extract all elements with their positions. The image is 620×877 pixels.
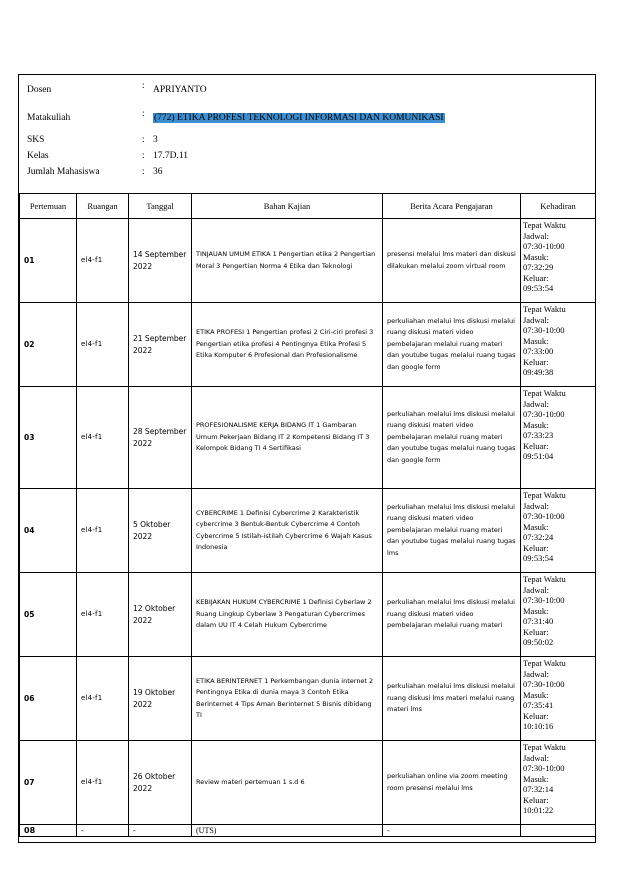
- cell-pertemuan: 07: [20, 741, 77, 825]
- table-row: [20, 825, 596, 837]
- col-header-kehadiran: Kehadiran: [521, 194, 596, 219]
- sks-colon: :: [142, 135, 145, 145]
- kehadiran-line: 09:53:54: [523, 553, 554, 563]
- kehadiran-line: Tepat Waktu: [523, 220, 566, 230]
- kehadiran-line: 07:30-10:00: [523, 325, 565, 335]
- kehadiran-line: Masuk:: [523, 521, 549, 532]
- sks-label: SKS: [27, 135, 45, 145]
- cell-ruangan: el4-f1: [77, 219, 129, 303]
- table-row: [20, 303, 596, 387]
- matkul-value: (772) ETIKA PROFESI TEKNOLOGI INFORMASI DAN KOMUNIKASI: [154, 113, 444, 123]
- kehadiran-line: 07:32:24: [523, 532, 554, 542]
- cell-berita-acara: -: [383, 825, 521, 837]
- cell-pertemuan: 04: [20, 489, 77, 573]
- cell-kehadiran: [521, 387, 596, 489]
- kehadiran-line: 07:33:23: [523, 430, 554, 440]
- kehadiran-line: Keluar:: [523, 440, 549, 451]
- kehadiran-line: 09:51:04: [523, 451, 554, 461]
- cell-kehadiran: [521, 825, 596, 837]
- jumlah-value: 36: [153, 167, 163, 177]
- kehadiran-line: 09:50:02: [523, 637, 554, 647]
- cell-ruangan: el4-f1: [77, 489, 129, 573]
- kehadiran-line: Masuk:: [523, 335, 549, 346]
- course-header: [19, 75, 595, 194]
- kehadiran-line: Jadwal:: [523, 584, 549, 595]
- cell-tanggal: 21 September 2022: [129, 303, 192, 387]
- kehadiran-line: 07:30-10:00: [523, 241, 565, 251]
- cell-ruangan: el4-f1: [77, 657, 129, 741]
- cell-tanggal: 12 Oktober 2022: [129, 573, 192, 657]
- kehadiran-line: 07:31:40: [523, 616, 554, 626]
- cell-kehadiran: [521, 303, 596, 387]
- kehadiran-line: 07:30-10:00: [523, 763, 565, 773]
- kehadiran-line: Keluar:: [523, 626, 549, 637]
- dosen-value: APRIYANTO: [153, 85, 207, 95]
- kehadiran-line: 07:30-10:00: [523, 511, 565, 521]
- col-header-bahan-kajian: Bahan Kajian: [192, 194, 383, 219]
- cell-ruangan: el4-f1: [77, 303, 129, 387]
- kehadiran-line: Keluar:: [523, 356, 549, 367]
- cell-berita-acara: perkuliahan melalui lms diskusi melalui ruang diskusi materi video pembelajaran melalui ruang materi dan youtube tugas melalui ruang tugas dan google form: [383, 303, 521, 387]
- dosen-colon: :: [142, 81, 145, 91]
- cell-berita-acara: perkuliahan melalui lms diskusi melalui ruang diskusi lms materi melalui ruang materi lms: [383, 657, 521, 741]
- kehadiran-line: 10:01:22: [523, 805, 554, 815]
- kehadiran-line: Tepat Waktu: [523, 388, 566, 398]
- cell-pertemuan: 02: [20, 303, 77, 387]
- kehadiran-line: 07:30-10:00: [523, 595, 565, 605]
- kehadiran-line: Tepat Waktu: [523, 304, 566, 314]
- kelas-colon: :: [142, 151, 145, 161]
- kehadiran-line: 07:35:41: [523, 700, 554, 710]
- kehadiran-line: Masuk:: [523, 605, 549, 616]
- cell-bahan-kajian: ETIKA PROFESI 1 Pengertian profesi 2 Ciri-ciri profesi 3 Pengertian etika profesi 4 Pentingnya Etika Profesi 5 Etika Komputer 6 Profesional dan Profesionalisme: [192, 303, 383, 387]
- kehadiran-line: Keluar:: [523, 710, 549, 721]
- cell-bahan-kajian: PROFESIONALISME KERJA BIDANG IT 1 Gambaran Umum Pekerjaan Bidang IT 2 Kompetensi Bidang IT 3 Kelompok Bidang TI 4 Sertifikasi: [192, 387, 383, 489]
- matkul-label: Matakuliah: [27, 113, 71, 123]
- kehadiran-line: Keluar:: [523, 794, 549, 805]
- kehadiran-line: Masuk:: [523, 419, 549, 430]
- cell-berita-acara: perkuliahan online via zoom meeting room presensi melalui lms: [383, 741, 521, 825]
- dosen-label: Dosen: [27, 85, 52, 95]
- col-header-tanggal: Tanggal: [129, 194, 192, 219]
- cell-tanggal: 28 September 2022: [129, 387, 192, 489]
- cell-pertemuan: 01: [20, 219, 77, 303]
- cell-ruangan: el4-f1: [77, 387, 129, 489]
- cell-bahan-kajian: TINJAUAN UMUM ETIKA 1 Pengertian etika 2 Pengertian Moral 3 Pengertian Norma 4 Etika dan Teknologi: [192, 219, 383, 303]
- jumlah-label: Jumlah Mahasiswa: [27, 167, 100, 177]
- cell-tanggal: 14 September 2022: [129, 219, 192, 303]
- cell-ruangan: -: [77, 825, 129, 837]
- table-row: [20, 387, 596, 489]
- table-row: [20, 219, 596, 303]
- sks-value: 3: [153, 135, 158, 145]
- kehadiran-line: Jadwal:: [523, 230, 549, 241]
- jumlah-colon: :: [142, 167, 145, 177]
- kehadiran-line: Tepat Waktu: [523, 742, 566, 752]
- kehadiran-line: Tepat Waktu: [523, 574, 566, 584]
- cell-pertemuan: 05: [20, 573, 77, 657]
- kehadiran-line: Keluar:: [523, 272, 549, 283]
- kehadiran-line: 07:30-10:00: [523, 679, 565, 689]
- cell-bahan-kajian: ETIKA BERINTERNET 1 Perkembangan dunia internet 2 Pentingnya Etika di dunia maya 3 Contoh Etika Berinternet 4 Tips Aman Berinternet 5 Bisnis dibidang TI: [192, 657, 383, 741]
- matkul-colon: :: [142, 109, 145, 119]
- kelas-label: Kelas: [27, 151, 49, 161]
- cell-bahan-kajian: Review materi pertemuan 1 s.d 6: [192, 741, 383, 825]
- cell-bahan-kajian: CYBERCRIME 1 Definisi Cybercrime 2 Karakteristik cybercrime 3 Bentuk-Bentuk Cybercrime 4 Contoh Cybercrime 5 Istilah-istilah Cybercrime 6 Wajah Kasus Indonesia: [192, 489, 383, 573]
- kehadiran-line: 09:53:54: [523, 283, 554, 293]
- table-row: [20, 657, 596, 741]
- table-header-row: [20, 194, 596, 219]
- cell-kehadiran: [521, 573, 596, 657]
- cell-pertemuan: 08: [20, 825, 77, 837]
- kehadiran-line: 07:30-10:00: [523, 409, 565, 419]
- kehadiran-line: Tepat Waktu: [523, 658, 566, 668]
- cell-pertemuan: 03: [20, 387, 77, 489]
- kehadiran-line: Masuk:: [523, 251, 549, 262]
- kehadiran-line: Masuk:: [523, 689, 549, 700]
- cell-tanggal: -: [129, 825, 192, 837]
- cell-tanggal: 19 Oktober 2022: [129, 657, 192, 741]
- attendance-table: [19, 193, 596, 837]
- col-header-berita-acara: Berita Acara Pengajaran: [383, 194, 521, 219]
- kehadiran-line: 09:49:38: [523, 367, 554, 377]
- cell-kehadiran: [521, 657, 596, 741]
- cell-ruangan: el4-f1: [77, 573, 129, 657]
- kehadiran-line: 07:32:29: [523, 262, 554, 272]
- kehadiran-line: 07:33:00: [523, 346, 554, 356]
- cell-tanggal: 26 Oktober 2022: [129, 741, 192, 825]
- cell-bahan-kajian: KEBIJAKAN HUKUM CYBERCRIME 1 Definisi Cyberlaw 2 Ruang Lingkup Cyberlaw 3 Pengaturan Cybercrimes dalam UU IT 4 Celah Hukum Cybercrime: [192, 573, 383, 657]
- cell-bahan-kajian: (UTS): [192, 825, 383, 837]
- table-row: [20, 573, 596, 657]
- cell-berita-acara: presensi melalui lms materi dan diskusi dilakukan melalui zoom virtual room: [383, 219, 521, 303]
- kehadiran-line: Jadwal:: [523, 752, 549, 763]
- kelas-value: 17.7D.11: [153, 151, 189, 161]
- cell-tanggal: 5 Oktober 2022: [129, 489, 192, 573]
- cell-kehadiran: [521, 219, 596, 303]
- cell-kehadiran: [521, 741, 596, 825]
- col-header-pertemuan: Pertemuan: [20, 194, 77, 219]
- cell-berita-acara: perkuliahan melalui lms diskusi melalui ruang diskusi materi video pembelajaran melalui ruang materi: [383, 573, 521, 657]
- kehadiran-line: Jadwal:: [523, 668, 549, 679]
- col-header-ruangan: Ruangan: [77, 194, 129, 219]
- cell-berita-acara: perkuliahan melalui lms diskusi melalui ruang diskusi materi video pembelajaran melalui ruang materi dan youtube tugas melalui ruang tugas dan google form: [383, 387, 521, 489]
- table-row: [20, 741, 596, 825]
- cell-ruangan: el4-f1: [77, 741, 129, 825]
- kehadiran-line: Keluar:: [523, 542, 549, 553]
- table-body: [20, 219, 596, 837]
- kehadiran-line: 10:10:16: [523, 721, 554, 731]
- document-page: [18, 74, 596, 843]
- cell-berita-acara: perkuliahan melalui lms diskusi melalui ruang diskusi materi video pembelajaran melalui ruang materi dan youtube tugas melalui ruang tugas lms: [383, 489, 521, 573]
- kehadiran-line: Masuk:: [523, 773, 549, 784]
- kehadiran-line: 07:32:14: [523, 784, 554, 794]
- kehadiran-line: Jadwal:: [523, 398, 549, 409]
- kehadiran-line: Jadwal:: [523, 500, 549, 511]
- cell-pertemuan: 06: [20, 657, 77, 741]
- kehadiran-line: Jadwal:: [523, 314, 549, 325]
- cell-kehadiran: [521, 489, 596, 573]
- kehadiran-line: Tepat Waktu: [523, 490, 566, 500]
- table-row: [20, 489, 596, 573]
